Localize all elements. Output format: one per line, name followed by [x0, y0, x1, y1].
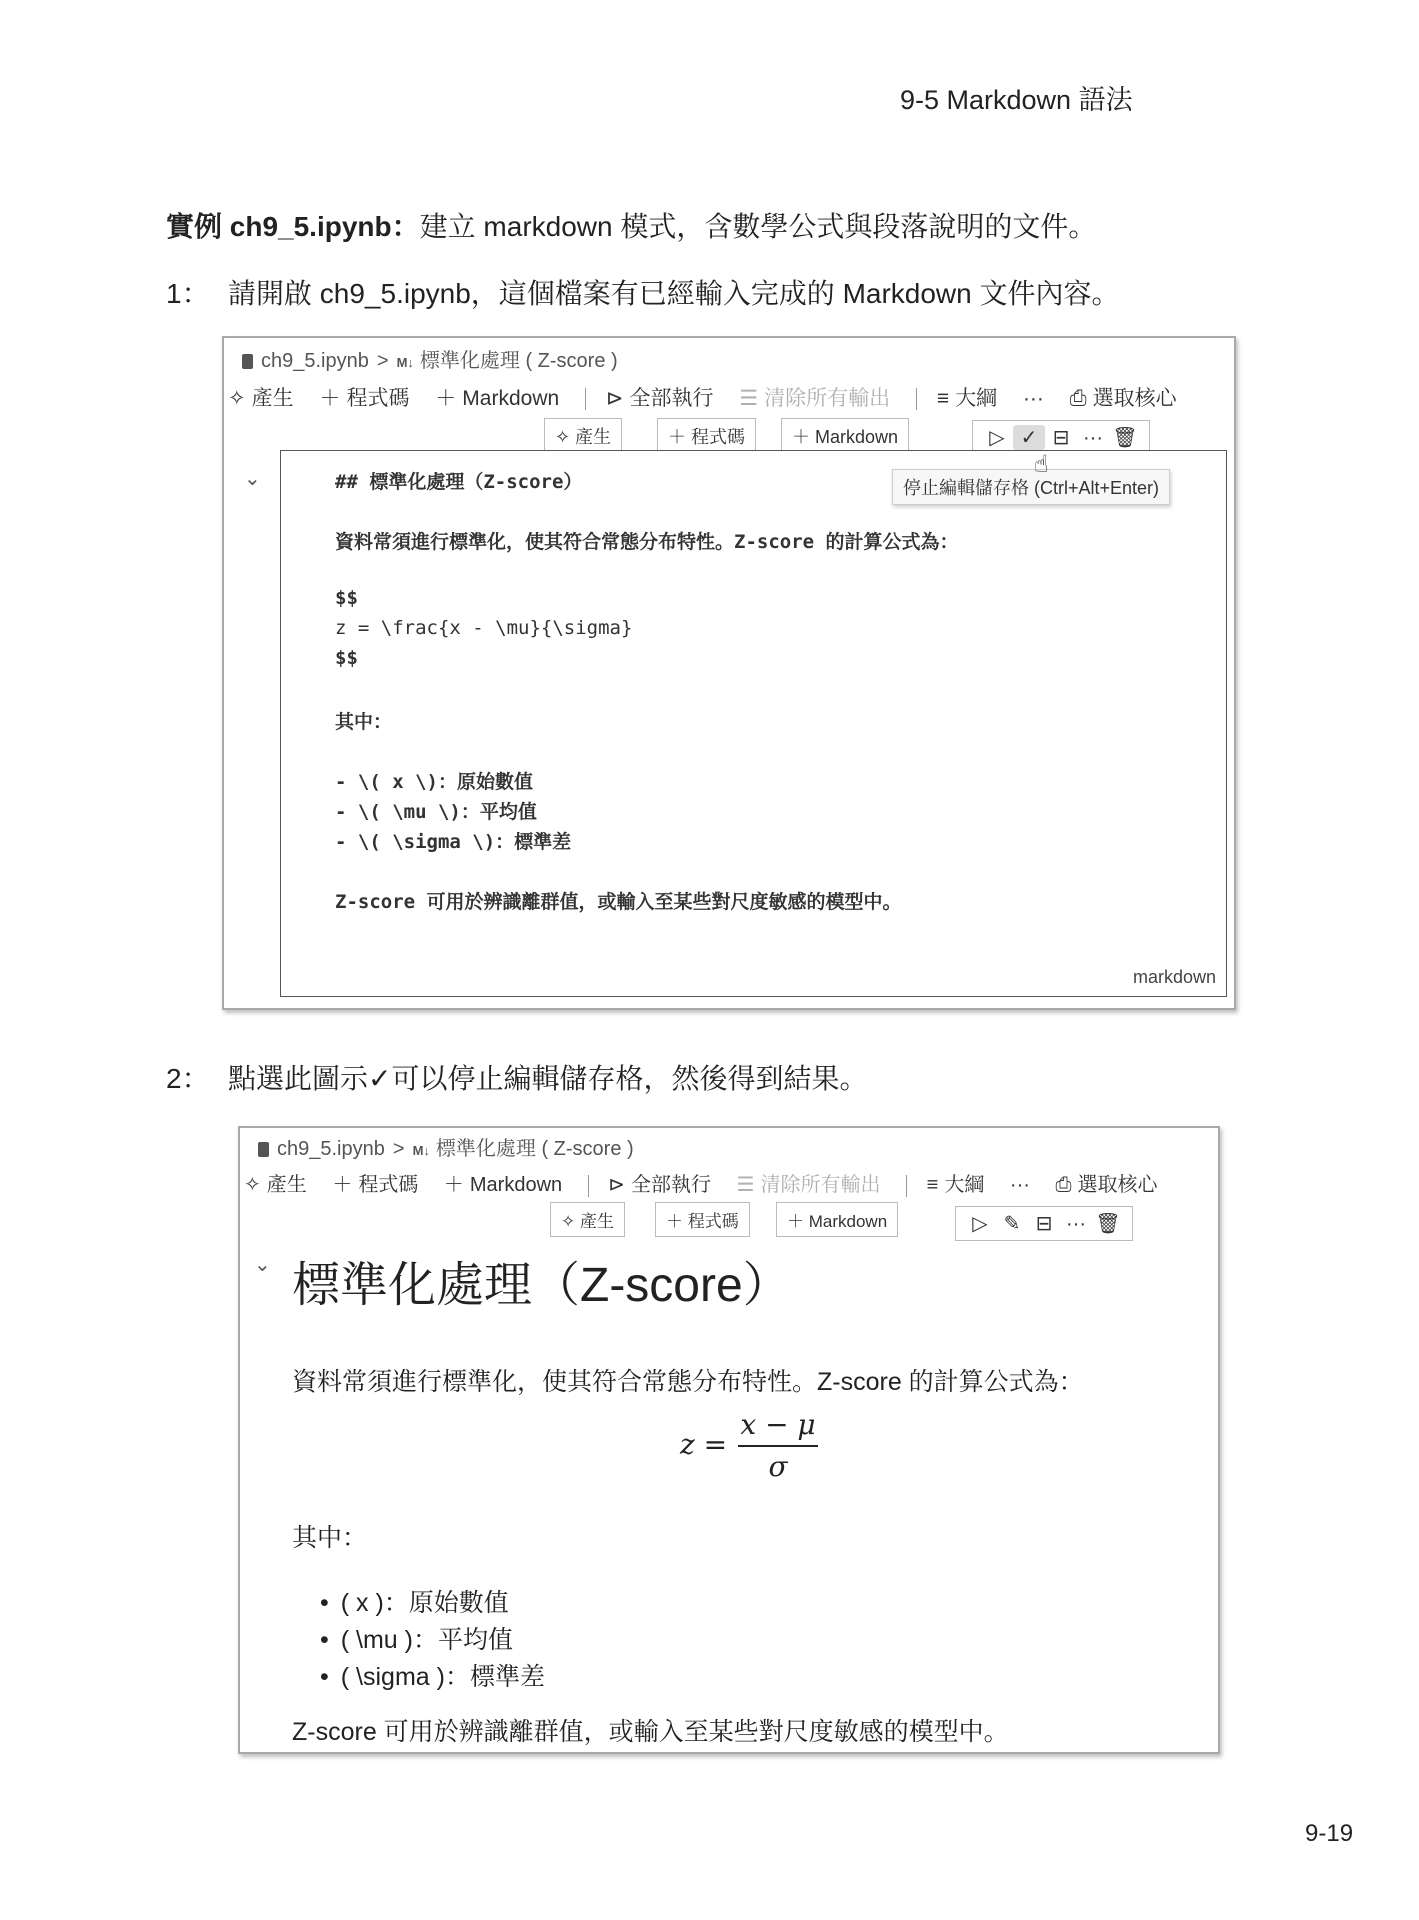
page-header: 9-5 Markdown 語法 — [900, 85, 1133, 115]
list-item: • ( \sigma )：標準差 — [320, 1657, 545, 1693]
generate-button[interactable]: ✧ 產生 — [244, 1174, 307, 1196]
step-1 — [166, 272, 1120, 312]
collapse-chevron-icon[interactable]: ⌄ — [254, 1254, 271, 1276]
example-colon: ： — [391, 211, 420, 242]
breadcrumb-section[interactable]: 標準化處理 ( Z-score ) — [435, 1138, 634, 1160]
more-actions-button[interactable]: ··· — [1009, 1174, 1030, 1196]
formula-lhs: z = — [680, 1428, 728, 1461]
plus-icon: ＋ — [435, 387, 457, 410]
collapse-chevron-icon[interactable]: ⌄ — [244, 468, 261, 490]
step-2-text-before: 點選此圖示 — [228, 1063, 369, 1094]
select-kernel-button[interactable]: ⎙ 選取核心 — [1055, 1174, 1158, 1196]
clear-outputs-icon: ☰ — [736, 1174, 755, 1196]
run-cell-icon[interactable]: ▷ — [972, 1213, 988, 1235]
insert-code-button[interactable]: ＋ 程式碼 — [657, 418, 756, 454]
run-all-button[interactable]: ⊳ 全部執行 — [605, 387, 714, 410]
kernel-icon: ⎙ — [1069, 387, 1087, 410]
rendered-intro: 資料常須進行標準化，使其符合常態分布特性。Z-score 的計算公式為： — [292, 1368, 1084, 1396]
add-markdown-button[interactable]: ＋ Markdown — [443, 1174, 563, 1196]
breadcrumb-file[interactable]: ch9_5.ipynb — [277, 1138, 385, 1160]
breadcrumb-section[interactable]: 標準化處理 ( Z-score ) — [419, 350, 618, 372]
editor-line: z = \frac{x - \mu}{\sigma} — [335, 617, 633, 639]
plus-icon: ＋ — [668, 427, 692, 447]
markdown-editor[interactable] — [280, 450, 1227, 997]
select-kernel-button[interactable]: ⎙ 選取核心 — [1069, 387, 1177, 410]
example-title — [166, 205, 1096, 245]
add-code-button[interactable]: ＋ 程式碼 — [332, 1174, 419, 1196]
screenshot-edit-mode — [222, 336, 1236, 1010]
formula-denominator: σ — [768, 1450, 788, 1483]
more-icon[interactable]: ··· — [1083, 427, 1103, 449]
cell-language-indicator[interactable]: markdown — [1132, 967, 1216, 987]
outline-button[interactable]: ≡ 大綱 — [936, 387, 998, 410]
notebook-file-icon — [242, 354, 253, 369]
edit-pencil-icon[interactable]: ✎ — [1003, 1213, 1021, 1235]
stop-editing-check-icon[interactable]: ✓ — [1013, 425, 1045, 450]
editor-line: - \( \sigma \)：標準差 — [335, 831, 572, 853]
step-2 — [166, 1057, 868, 1097]
mouse-pointer-icon: ☝ — [1034, 451, 1049, 478]
fraction-bar — [738, 1445, 818, 1447]
step-1-text: 請開啟 ch9_5.ipynb，這個檔案有已經輸入完成的 Markdown 文件內容。 — [228, 278, 1120, 309]
rendered-heading: 標準化處理（Z-score） — [292, 1259, 791, 1312]
notebook-toolbar — [244, 1168, 1177, 1197]
toolbar-divider — [916, 388, 917, 410]
markdown-badge-icon: M↓ — [412, 1143, 430, 1158]
toolbar-divider — [585, 388, 586, 410]
formula-numerator: x − μ — [740, 1408, 816, 1441]
toolbar-divider — [588, 1175, 589, 1197]
plus-icon: ＋ — [443, 1174, 464, 1196]
plus-icon: ＋ — [792, 427, 816, 447]
sparkle-icon: ✧ — [555, 427, 576, 447]
insert-markdown-button[interactable]: ＋ Markdown — [776, 1202, 898, 1237]
stop-editing-tooltip: 停止編輯儲存格 (Ctrl+Alt+Enter) — [892, 469, 1170, 505]
insert-generate-button[interactable]: ✧ 產生 — [550, 1202, 625, 1237]
rendered-closing: Z-score 可用於辨識離群值，或輸入至某些對尺度敏感的模型中。 — [292, 1718, 1009, 1746]
delete-icon[interactable]: 🗑 — [1112, 427, 1138, 449]
insert-markdown-button[interactable]: ＋ Markdown — [781, 418, 909, 454]
generate-button[interactable]: ✧ 產生 — [228, 387, 294, 410]
screenshot-rendered-result — [238, 1126, 1220, 1754]
toolbar-divider — [906, 1175, 907, 1197]
step-2-number: 2： — [166, 1063, 210, 1094]
example-description: 建立 markdown 模式，含數學公式與段落說明的文件。 — [419, 211, 1097, 242]
cell-toolbar — [955, 1206, 1133, 1241]
run-cell-icon[interactable]: ▷ — [989, 427, 1005, 449]
markdown-badge-icon: M↓ — [396, 355, 414, 370]
editor-line: $$ — [335, 647, 358, 669]
plus-icon: ＋ — [787, 1212, 809, 1231]
breadcrumb — [242, 344, 618, 373]
editor-line: 資料常須進行標準化，使其符合常態分布特性。Z-score 的計算公式為： — [335, 531, 959, 553]
rendered-where: 其中： — [292, 1524, 368, 1552]
notebook-file-icon — [258, 1142, 269, 1157]
list-icon: ≡ — [936, 387, 950, 410]
step-1-number: 1： — [166, 278, 210, 309]
breadcrumb-separator: > — [392, 1138, 405, 1160]
clear-outputs-icon: ☰ — [739, 387, 759, 410]
outline-button[interactable]: ≡ 大綱 — [926, 1174, 985, 1196]
plus-icon: ＋ — [332, 1174, 353, 1196]
add-markdown-button[interactable]: ＋ Markdown — [435, 387, 560, 410]
plus-icon: ＋ — [319, 387, 341, 410]
list-item: • ( x )：原始數值 — [320, 1583, 509, 1619]
list-item: • ( \mu )：平均值 — [320, 1620, 513, 1656]
split-cell-icon[interactable]: ⊟ — [1035, 1213, 1053, 1235]
sparkle-icon: ✧ — [561, 1212, 580, 1231]
clear-outputs-button[interactable]: ☰ 清除所有輸出 — [739, 387, 891, 410]
notebook-toolbar — [228, 382, 1197, 412]
sparkle-icon: ✧ — [228, 387, 246, 410]
more-actions-button[interactable]: ··· — [1022, 387, 1044, 410]
plus-icon: ＋ — [666, 1212, 688, 1231]
add-code-button[interactable]: ＋ 程式碼 — [319, 387, 410, 410]
editor-line: - \( x \)：原始數值 — [335, 771, 533, 793]
run-all-icon: ⊳ — [608, 1174, 626, 1196]
run-all-icon: ⊳ — [605, 387, 624, 410]
page-number: 9-19 — [1305, 1820, 1354, 1847]
step-2-text-after: 可以停止編輯儲存格，然後得到結果。 — [391, 1063, 868, 1094]
breadcrumb-separator: > — [376, 350, 389, 372]
editor-line: - \( \mu \)：平均值 — [335, 801, 537, 823]
kernel-icon: ⎙ — [1055, 1174, 1072, 1196]
more-icon[interactable]: ··· — [1066, 1213, 1086, 1235]
check-icon: ✓ — [368, 1063, 392, 1094]
insert-generate-button[interactable]: ✧ 產生 — [544, 418, 622, 454]
list-icon: ≡ — [926, 1174, 939, 1196]
sparkle-icon: ✧ — [244, 1174, 261, 1196]
editor-line: Z-score 可用於辨識離群值，或輸入至某些對尺度敏感的模型中。 — [335, 891, 902, 913]
editor-line: ## 標準化處理（Z-score） — [335, 471, 583, 493]
delete-icon[interactable]: 🗑 — [1095, 1213, 1121, 1235]
run-all-button[interactable]: ⊳ 全部執行 — [608, 1174, 712, 1196]
example-label: 實例 ch9_5.ipynb — [166, 211, 392, 242]
clear-outputs-button[interactable]: ☰ 清除所有輸出 — [736, 1174, 881, 1196]
editor-line: $$ — [335, 587, 358, 609]
editor-line: 其中： — [335, 711, 393, 733]
breadcrumb — [258, 1132, 634, 1161]
split-cell-icon[interactable]: ⊟ — [1052, 427, 1070, 449]
insert-code-button[interactable]: ＋ 程式碼 — [655, 1202, 750, 1237]
breadcrumb-file[interactable]: ch9_5.ipynb — [261, 350, 369, 372]
